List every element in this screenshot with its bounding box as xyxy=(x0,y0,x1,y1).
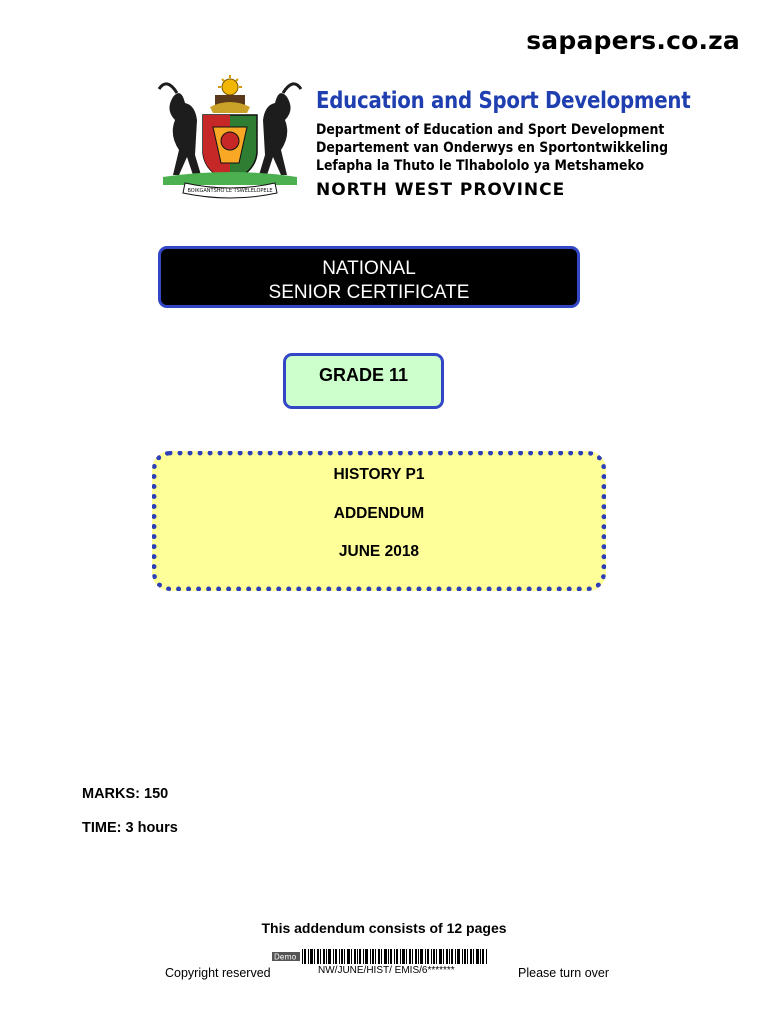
document-type-label: ADDENDUM xyxy=(333,505,425,522)
marks-label: MARKS: 150 xyxy=(82,786,169,802)
subject-box xyxy=(152,451,606,591)
barcode-tag: Demo xyxy=(274,952,297,962)
grade-box xyxy=(283,353,444,409)
department-title: Education and Sport Development xyxy=(316,88,691,114)
department-line-english: Department of Education and Sport Development xyxy=(316,122,665,138)
department-line-afrikaans: Departement van Onderwys en Sportontwikkeling xyxy=(316,140,669,156)
page-count-text: This addendum consists of 12 pages xyxy=(261,920,507,936)
subject-label: HISTORY P1 xyxy=(333,466,425,483)
reference-code: NW/JUNE/HIST/ EMIS/6******* xyxy=(318,965,455,976)
certificate-banner xyxy=(158,246,580,308)
crest-motto: BOIKGANTSHO LE TSWELELOPELE xyxy=(187,188,273,194)
barcode-image xyxy=(272,949,490,964)
session-label: JUNE 2018 xyxy=(338,543,420,560)
time-label: TIME: 3 hours xyxy=(82,820,178,836)
watermark-text: sapapers.co.za xyxy=(526,26,740,55)
turn-over-text: Please turn over xyxy=(518,966,610,980)
grade-label: GRADE 11 xyxy=(318,365,409,385)
certificate-line-2: SENIOR CERTIFICATE xyxy=(268,282,470,303)
province-name: NORTH WEST PROVINCE xyxy=(316,180,566,200)
department-line-setswana: Lefapha la Thuto le Tlhabololo ya Metshameko xyxy=(316,158,645,174)
certificate-line-1: NATIONAL xyxy=(322,258,416,279)
copyright-text: Copyright reserved xyxy=(165,966,271,980)
coat-of-arms-logo xyxy=(155,75,305,200)
